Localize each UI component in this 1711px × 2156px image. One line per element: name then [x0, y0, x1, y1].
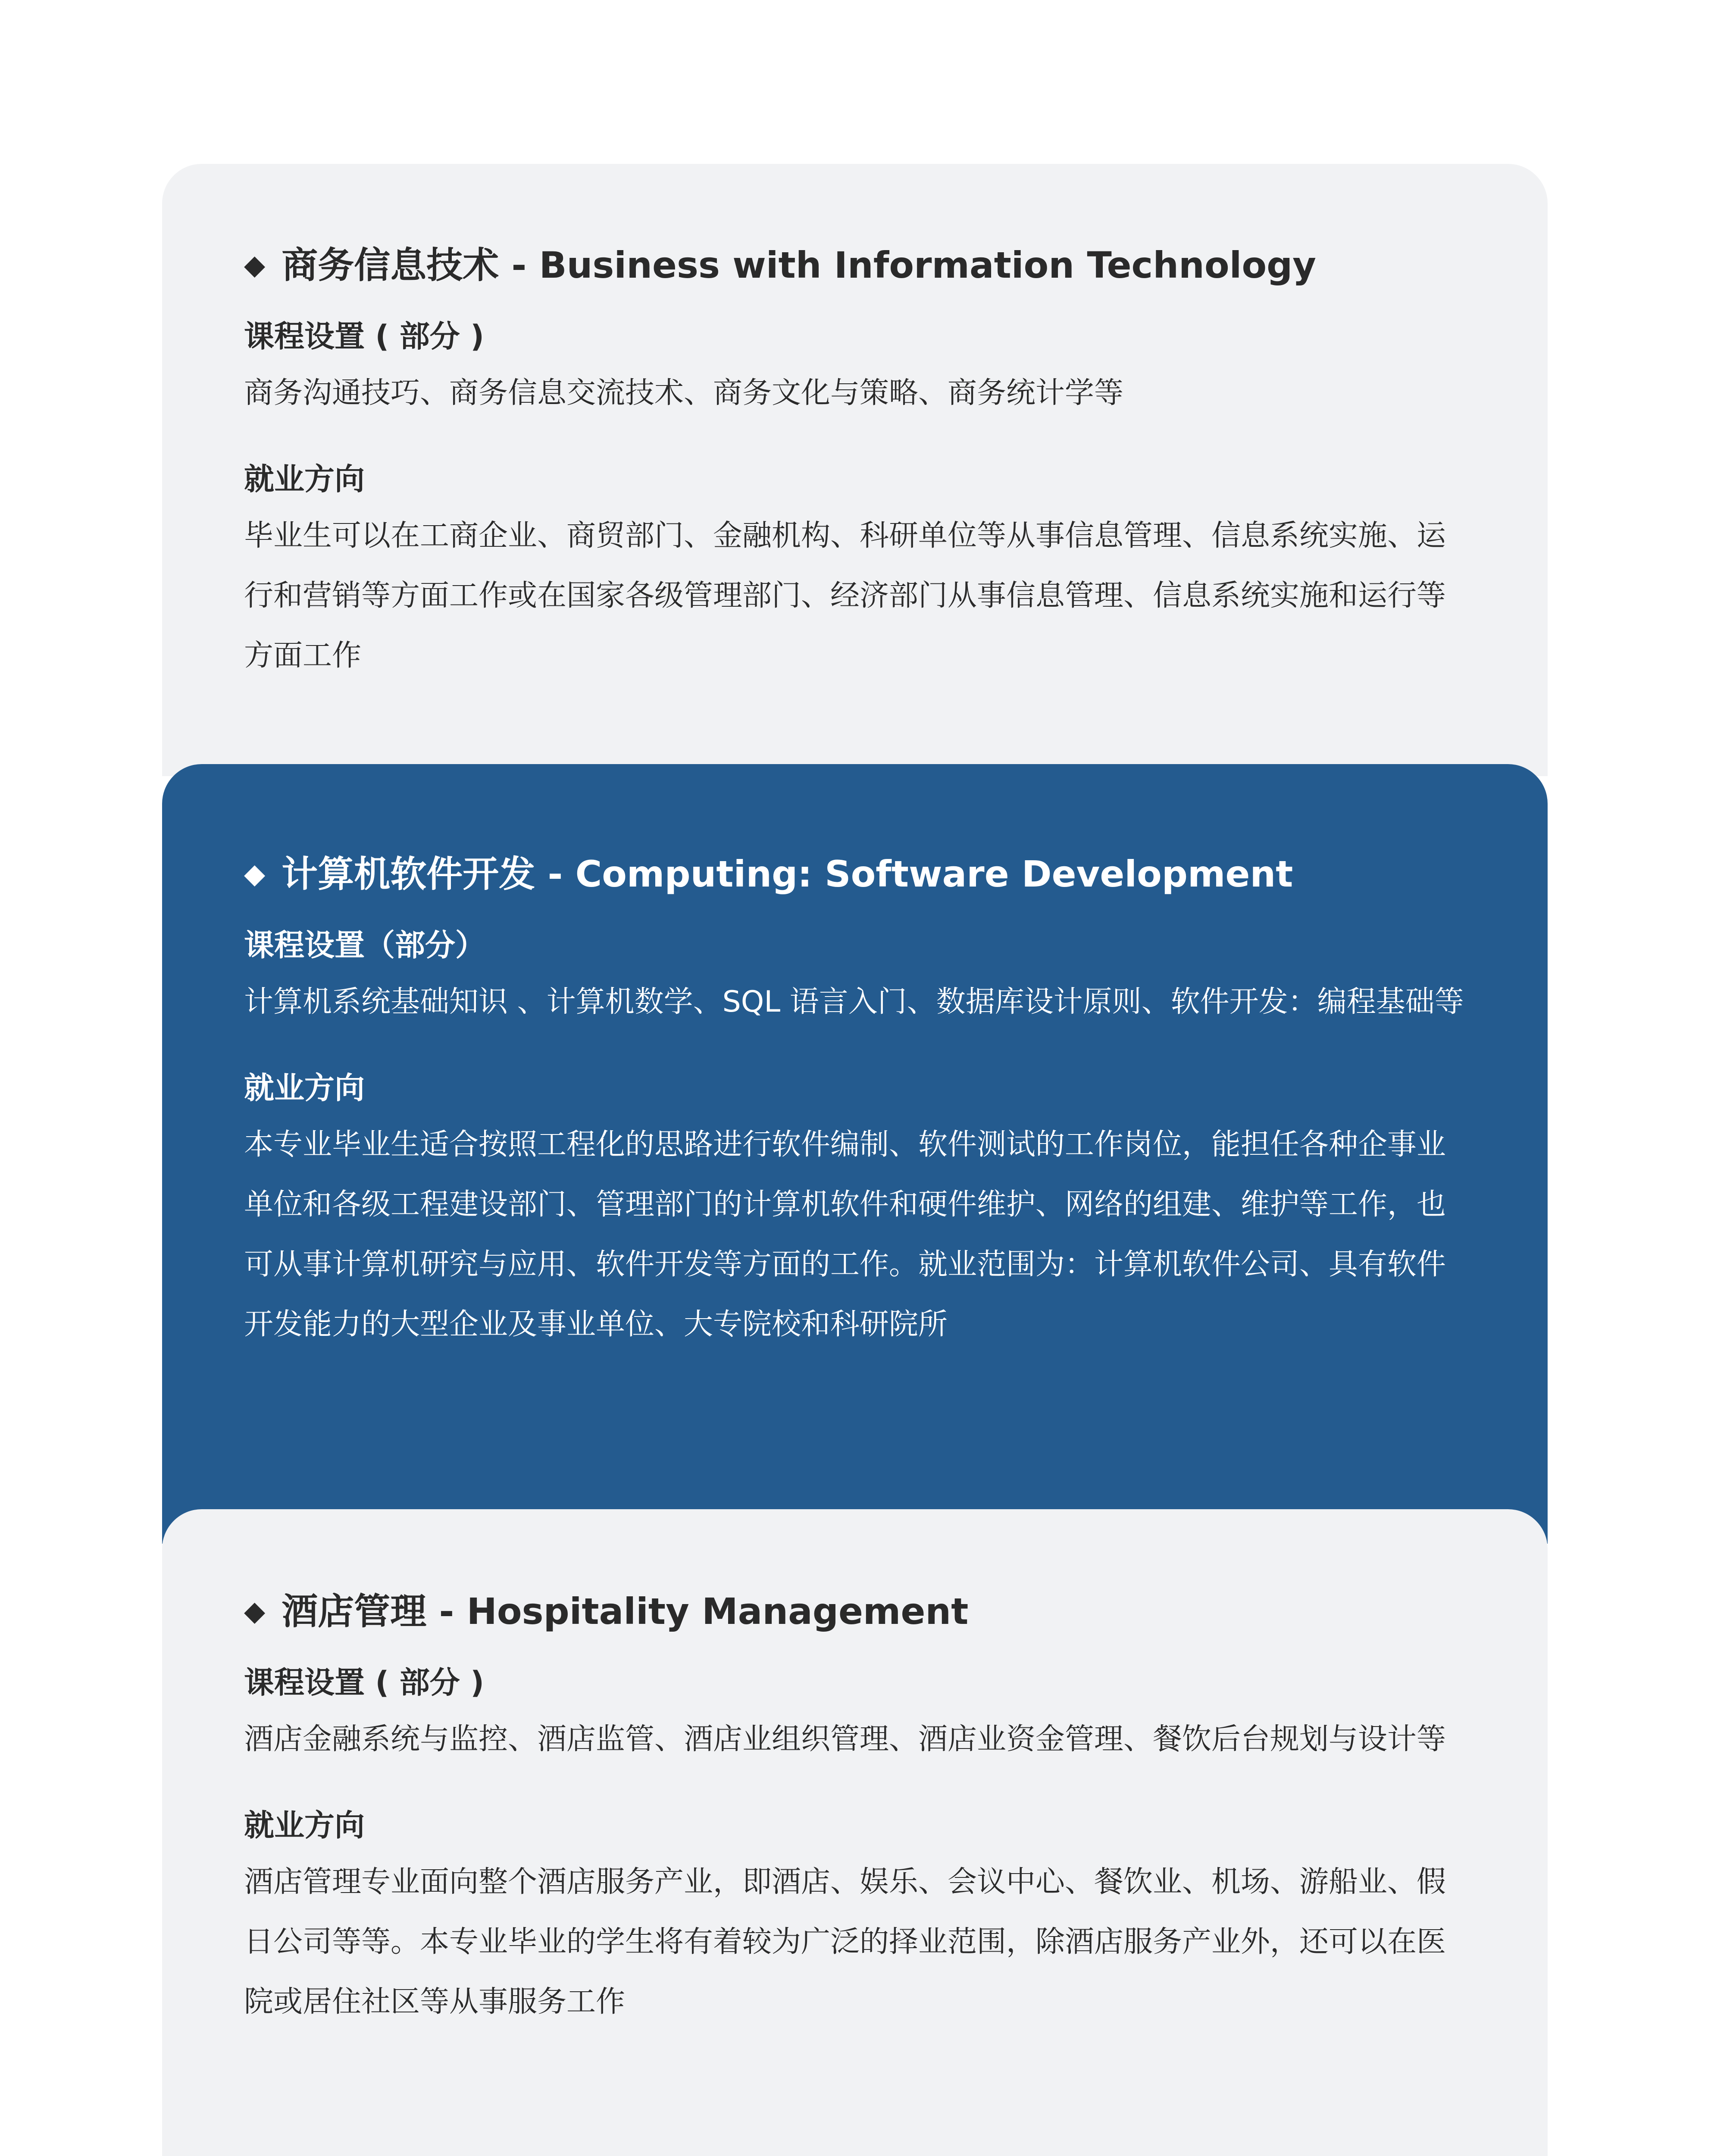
- section-title-text: 酒店管理 - Hospitality Management: [282, 1590, 969, 1633]
- section-title-text: 商务信息技术 - Business with Information Technology: [282, 244, 1317, 286]
- career-heading: 就业方向: [244, 1808, 365, 1843]
- diamond-icon: ◆: [244, 249, 266, 281]
- courses-heading: 课程设置（部分）: [244, 928, 485, 963]
- career-text: 本专业毕业生适合按照工程化的思路进行软件编制、软件测试的工作岗位，能担任各种企事业单位和各级工程建设部门、管理部门的计算机软件和硬件维护、网络的组建、维护等工作，也可从事计算机研究与应用、软件开发等方面的工作。就业范围为：计算机软件公司、具有软件开发能力的大型企业及事业单位、大专院校和科研院所: [244, 1128, 1446, 1341]
- section-title: [244, 1588, 1470, 1635]
- diamond-icon: ◆: [244, 1595, 266, 1627]
- section-title: [244, 241, 1470, 289]
- section-card-business-it: [162, 164, 1548, 776]
- diamond-icon: ◆: [244, 858, 266, 890]
- career-heading: 就业方向: [244, 1070, 365, 1106]
- courses-heading: 课程设置 ( 部分 ): [244, 1665, 485, 1700]
- section-title-text: 计算机软件开发 - Computing: Software Development: [282, 853, 1293, 895]
- courses-text: 计算机系统基础知识 、计算机数学、SQL 语言入门、数据库设计原则、软件开发：编程基础等: [244, 985, 1464, 1019]
- courses-heading: 课程设置 ( 部分 ): [244, 319, 485, 354]
- section-title: [244, 850, 1470, 898]
- courses-text: 酒店金融系统与监控、酒店监管、酒店业组织管理、酒店业资金管理、餐饮后台规划与设计等: [244, 1722, 1446, 1756]
- section-card-hospitality-management: [162, 1509, 1548, 2156]
- career-text: 毕业生可以在工商企业、商贸部门、金融机构、科研单位等从事信息管理、信息系统实施、运行和营销等方面工作或在国家各级管理部门、经济部门从事信息管理、信息系统实施和运行等方面工作: [244, 519, 1446, 673]
- section-card-software-development: [162, 764, 1548, 1544]
- career-text: 酒店管理专业面向整个酒店服务产业，即酒店、娱乐、会议中心、餐饮业、机场、游船业、假日公司等等。本专业毕业的学生将有着较为广泛的择业范围，除酒店服务产业外，还可以在医院或居住社区等从事服务工作: [244, 1865, 1446, 2019]
- courses-text: 商务沟通技巧、商务信息交流技术、商务文化与策略、商务统计学等: [244, 376, 1124, 410]
- career-heading: 就业方向: [244, 461, 365, 497]
